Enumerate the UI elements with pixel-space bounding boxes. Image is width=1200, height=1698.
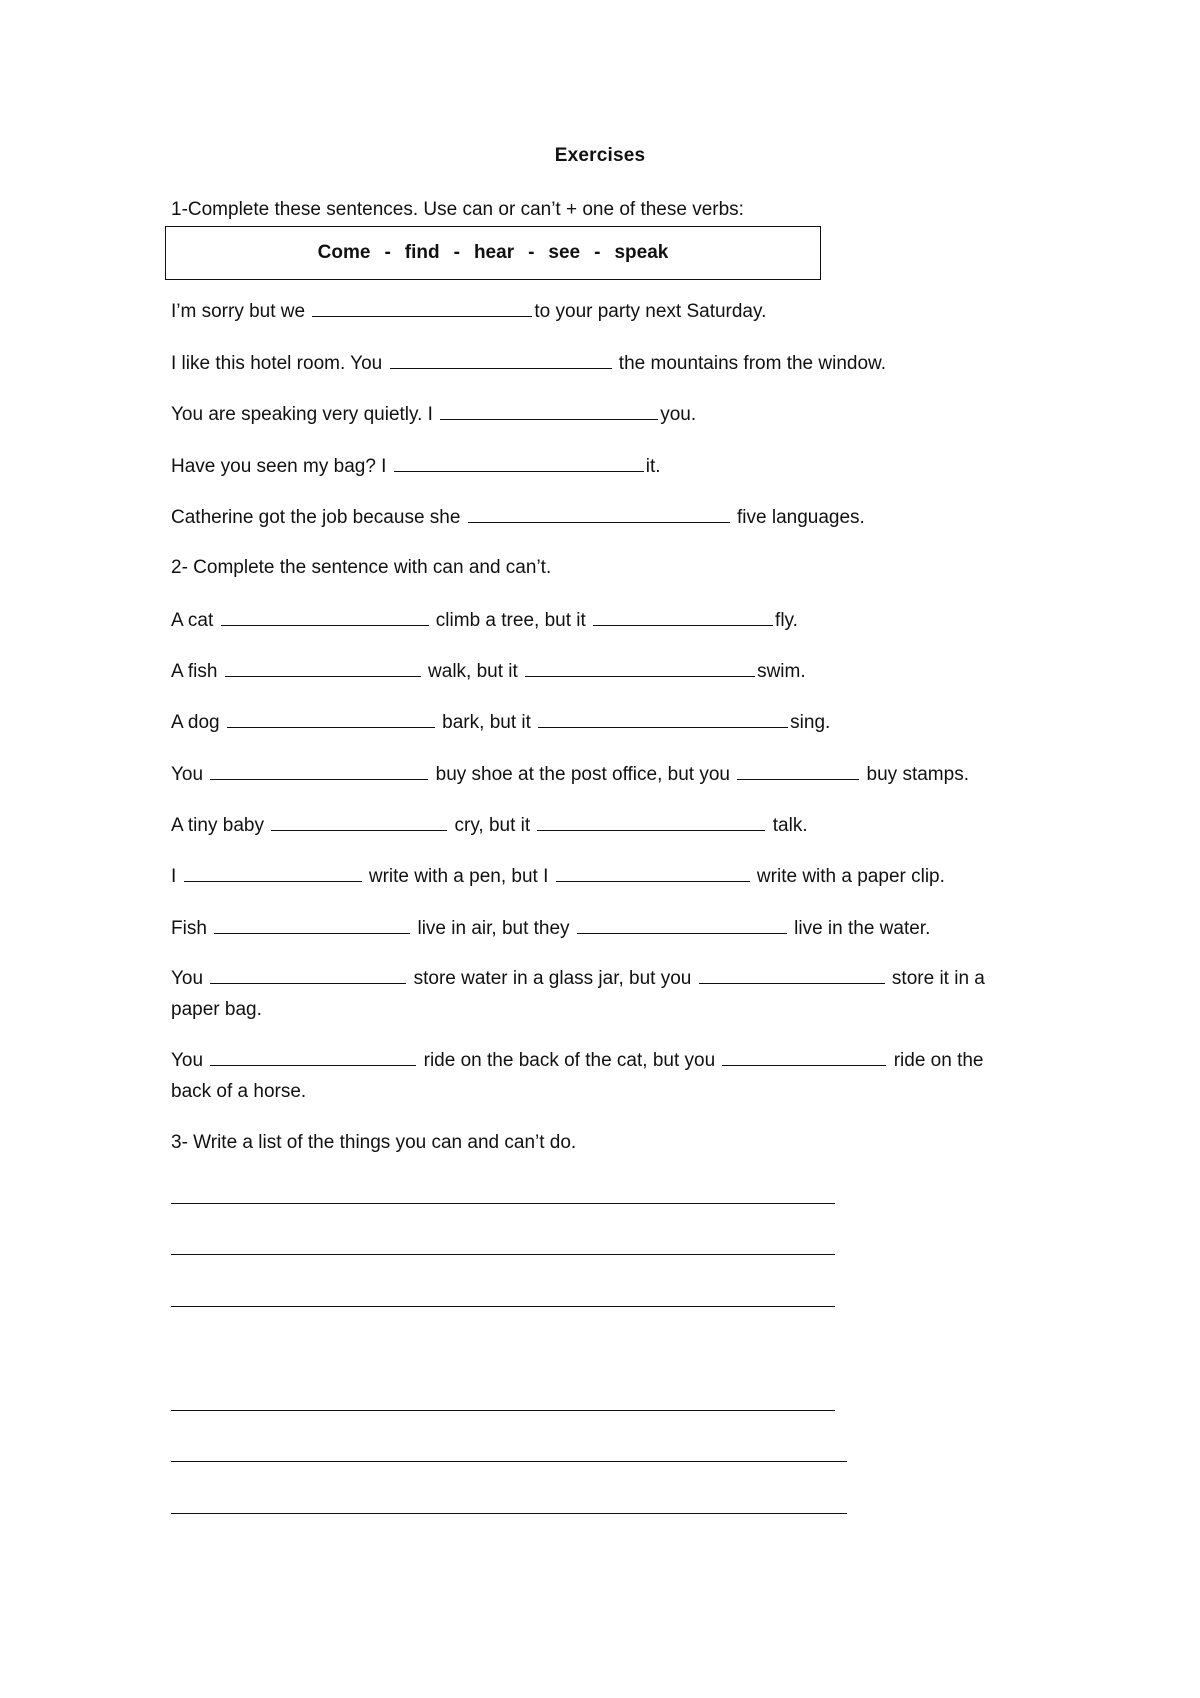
- sentence-text: Catherine got the job because she: [171, 507, 466, 528]
- sentence-text: sing.: [790, 712, 831, 733]
- sentence-text: swim.: [757, 661, 806, 682]
- exercise2-sentence: [171, 658, 806, 685]
- sentence-text: Fish: [171, 918, 213, 939]
- answer-blank[interactable]: [737, 761, 859, 780]
- sentence-text: bark, but it: [436, 712, 537, 733]
- writing-line[interactable]: [171, 1306, 835, 1307]
- answer-blank[interactable]: [210, 761, 428, 780]
- writing-line[interactable]: [171, 1410, 835, 1411]
- answer-blank[interactable]: [312, 298, 532, 317]
- verb-word: find: [404, 242, 440, 263]
- sentence-text: talk.: [767, 815, 808, 836]
- writing-line[interactable]: [171, 1203, 835, 1204]
- answer-blank[interactable]: [699, 965, 885, 984]
- verb-box: [165, 226, 821, 280]
- sentence-text: write with a pen, but I: [363, 866, 554, 887]
- exercise1-sentence: [171, 350, 886, 377]
- answer-blank[interactable]: [210, 965, 406, 984]
- verb-word: Come: [317, 242, 371, 263]
- exercise2-sentence: [171, 863, 945, 890]
- sentence-text: climb a tree, but it: [430, 610, 592, 631]
- section1-heading: 1-Complete these sentences. Use can or can’t + one of these verbs:: [171, 199, 744, 220]
- answer-blank[interactable]: [184, 863, 362, 882]
- answer-blank[interactable]: [556, 863, 750, 882]
- sentence-text: buy stamps.: [861, 764, 969, 785]
- answer-blank[interactable]: [221, 607, 429, 626]
- verb-separator: -: [453, 242, 460, 263]
- section2-heading: 2- Complete the sentence with can and can’t.: [171, 557, 552, 578]
- sentence-text: paper bag.: [171, 999, 262, 1020]
- sentence-text: A cat: [171, 610, 219, 631]
- sentence-text: You: [171, 1050, 209, 1071]
- exercise2-sentence: [171, 812, 808, 839]
- sentence-text: write with a paper clip.: [751, 866, 945, 887]
- sentence-text: live in the water.: [788, 918, 931, 939]
- answer-blank[interactable]: [227, 709, 435, 728]
- answer-blank[interactable]: [593, 607, 773, 626]
- exercise2-sentence: [171, 607, 798, 634]
- sentence-text: You are speaking very quietly. I: [171, 404, 439, 425]
- sentence-text: Have you seen my bag? I: [171, 456, 392, 477]
- answer-blank[interactable]: [271, 812, 447, 831]
- answer-blank[interactable]: [525, 658, 755, 677]
- exercise2-sentence: [171, 1045, 1031, 1107]
- answer-blank[interactable]: [225, 658, 421, 677]
- sentence-text: ride on the: [888, 1050, 984, 1071]
- sentence-text: store water in a glass jar, but you: [408, 968, 697, 989]
- sentence-text: A dog: [171, 712, 225, 733]
- answer-blank[interactable]: [577, 915, 787, 934]
- sentence-text: A tiny baby: [171, 815, 270, 836]
- exercise1-sentence: [171, 504, 865, 531]
- answer-blank[interactable]: [538, 709, 788, 728]
- sentence-text: I like this hotel room. You: [171, 353, 388, 374]
- answer-blank[interactable]: [390, 350, 612, 369]
- writing-line[interactable]: [171, 1513, 847, 1514]
- sentence-text: You: [171, 968, 209, 989]
- sentence-text: A fish: [171, 661, 223, 682]
- sentence-text: to your party next Saturday.: [534, 301, 767, 322]
- exercise1-sentence: [171, 298, 766, 325]
- verb-separator: -: [384, 242, 391, 263]
- sentence-text: ride on the back of the cat, but you: [418, 1050, 721, 1071]
- answer-blank[interactable]: [468, 504, 730, 523]
- answer-blank[interactable]: [210, 1047, 416, 1066]
- verb-word: speak: [614, 242, 669, 263]
- answer-blank[interactable]: [722, 1047, 886, 1066]
- exercise2-sentence: [171, 709, 830, 736]
- sentence-text: I’m sorry but we: [171, 301, 311, 322]
- answer-blank[interactable]: [394, 453, 644, 472]
- section3-heading: 3- Write a list of the things you can and can’t do.: [171, 1132, 577, 1153]
- sentence-text: walk, but it: [422, 661, 524, 682]
- verb-separator: -: [528, 242, 535, 263]
- sentence-text: store it in a: [886, 968, 985, 989]
- sentence-text: fly.: [775, 610, 798, 631]
- exercise2-sentence: [171, 963, 1031, 1025]
- sentence-text: buy shoe at the post office, but you: [430, 764, 736, 785]
- exercise1-sentence: [171, 453, 661, 480]
- sentence-text: you.: [660, 404, 697, 425]
- verb-word: see: [548, 242, 581, 263]
- sentence-text: cry, but it: [449, 815, 536, 836]
- sentence-text: five languages.: [731, 507, 865, 528]
- sentence-text: the mountains from the window.: [613, 353, 886, 374]
- sentence-text: live in air, but they: [412, 918, 575, 939]
- page-title: Exercises: [554, 145, 646, 166]
- sentence-text: back of a horse.: [171, 1081, 307, 1102]
- exercise2-sentence: [171, 915, 930, 942]
- verb-word: hear: [473, 242, 515, 263]
- exercise1-sentence: [171, 401, 696, 428]
- sentence-text: I: [171, 866, 182, 887]
- writing-line[interactable]: [171, 1254, 835, 1255]
- answer-blank[interactable]: [214, 915, 410, 934]
- verb-separator: -: [594, 242, 601, 263]
- answer-blank[interactable]: [440, 401, 658, 420]
- sentence-text: it.: [645, 456, 661, 477]
- sentence-text: You: [171, 764, 209, 785]
- answer-blank[interactable]: [537, 812, 765, 831]
- exercise2-sentence: [171, 761, 969, 788]
- writing-line[interactable]: [171, 1461, 847, 1462]
